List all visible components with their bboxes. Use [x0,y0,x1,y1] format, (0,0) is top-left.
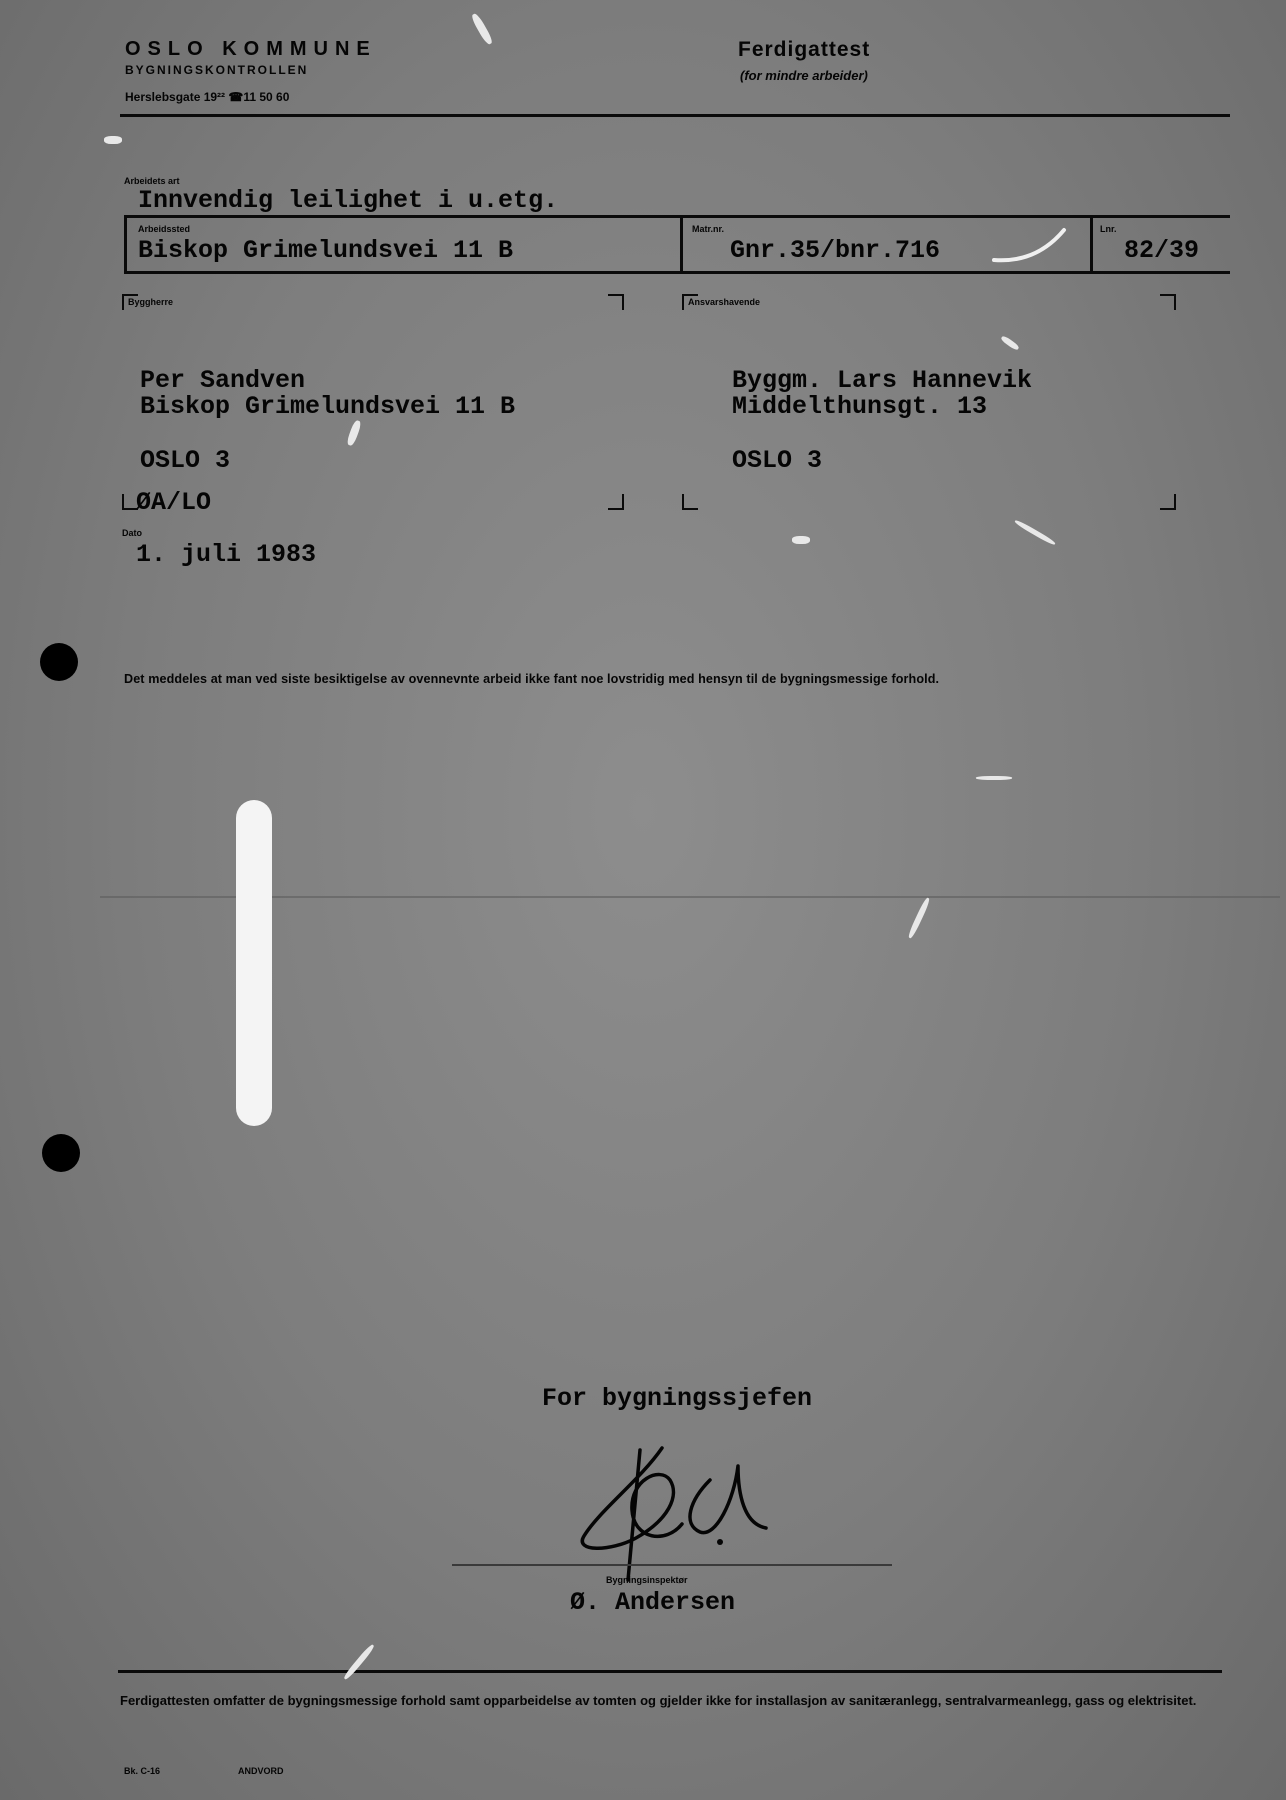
paper-speck [104,136,122,144]
signature-role: Bygningsinspektør [606,1575,688,1585]
doc-subtitle: (for mindre arbeider) [740,68,868,83]
site-row-scratch [990,226,1070,266]
footer-note: Ferdigattesten omfatter de bygningsmessige forhold samt opparbeidelse av tomten og gjelder ikke for installasjon av sanitæranlegg, sentralvarmeanlegg, gass og elektrisitet. [120,1693,1197,1708]
site-row-bottom-rule [124,271,1230,274]
owner-label: Byggherre [128,297,174,307]
owner-ref: ØA/LO [136,488,212,517]
paper-speck [346,419,362,446]
owner-name: Per Sandven [140,366,306,395]
site-row-divider-1 [680,215,683,274]
site-row-left-edge [124,215,127,274]
resp-corner-bl [682,494,698,510]
paper-speck [1014,519,1056,546]
paper-speck [907,897,931,939]
paper-speck [976,776,1012,780]
work-type-label: Arbeidets art [124,176,180,186]
resp-corner-br [1160,494,1176,510]
signature-line [452,1564,892,1566]
binder-hole-top [40,643,78,681]
date-label: Dato [122,528,142,538]
for-line: For bygningssjefen [542,1384,813,1413]
department-name: BYGNINGSKONTROLLEN [125,63,309,77]
owner-street: Biskop Grimelundsvei 11 B [140,392,516,421]
owner-corner-tr [608,294,624,310]
responsible-name: Byggm. Lars Hannevik [732,366,1033,395]
signature-name: Ø. Andersen [570,1588,736,1617]
responsible-street: Middelthunsgt. 13 [732,392,988,421]
responsible-city: OSLO 3 [732,446,823,475]
site-value: Biskop Grimelundsvei 11 B [138,236,514,265]
lnr-value: 82/39 [1124,236,1200,265]
site-row-divider-2 [1090,215,1093,274]
fold-mark [100,896,1280,898]
work-type-value: Innvendig leilighet i u.etg. [138,186,559,215]
responsible-label: Ansvarshavende [688,297,761,307]
doc-title: Ferdigattest [738,38,871,61]
owner-city: OSLO 3 [140,446,231,475]
printer-name: ANDVORD [238,1766,284,1776]
signature-scribble [570,1440,800,1590]
address-phone: Herslebsgate 19²² ☎11 50 60 [125,90,290,104]
site-label: Arbeidssted [138,224,191,234]
binder-hole-bottom [42,1134,80,1172]
paper-scratch [236,800,272,1126]
owner-corner-br [608,494,624,510]
lnr-label: Lnr. [1100,224,1117,234]
org-name: OSLO KOMMUNE [125,38,377,60]
paper-speck [470,12,494,45]
paper-speck [1000,335,1020,351]
paper-speck [343,1643,376,1681]
matr-value: Gnr.35/bnr.716 [730,236,941,265]
footer-rule [118,1670,1222,1673]
matr-label: Matr.nr. [692,224,725,234]
resp-corner-tr [1160,294,1176,310]
date-value: 1. juli 1983 [136,540,317,569]
paper-speck [792,536,810,544]
site-row-top-rule [124,215,1230,218]
form-code: Bk. C-16 [124,1766,161,1776]
header-rule [120,114,1230,117]
statement-text: Det meddeles at man ved siste besiktigelse av ovennevnte arbeid ikke fant noe lovstridig med hensyn til de bygningsmessige forhold. [124,672,940,686]
